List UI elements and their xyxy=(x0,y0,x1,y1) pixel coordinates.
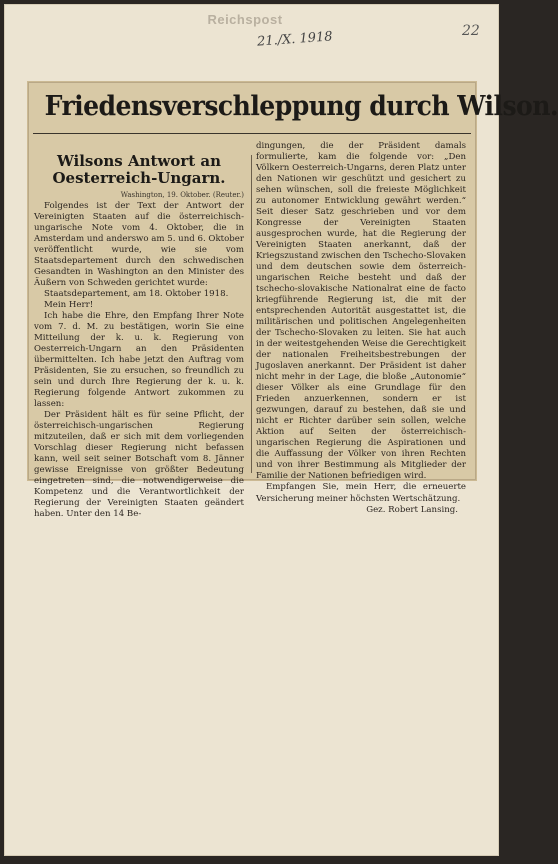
subheadline-line-2: Oesterreich-Ungarn. xyxy=(52,169,226,187)
right-paragraph: dingungen, die der Präsident damals formulierte, kam die folgende vor: „Den Völkern Oesterreich-Ungarns, deren Platz unter den Nationen wir geschützt und gesichert zu sehen wünschen, soll die freieste Möglichkeit zu autonomer Entwicklung gewährt werden.“ Seit dieser Satz geschrieben und vor dem Kongresse der Vereinigten Staaten ausgesprochen wurde, hat die Regierung der Vereinigten Staaten anerkannt, daß der Kriegszustand zwischen den Tschecho-Slovaken und dem deutschen sowie dem österreich-ungarischen Reiche besteht und daß der tschecho-slovakische Nationalrat eine de facto kriegführende Regierung ist, die mit der entsprechenden Autorität ausgestattet ist, die militärischen und politischen Angelegenheiten der Tschecho-Slovaken zu leiten. Sie hat auch in der weitestgehenden Weise die Gerechtigkeit der nationalen Freiheitsbestrebungen der Jugoslaven anerkannt. Der Präsident ist daher nicht mehr in der Lage, die bloße „Autonomie“ dieser Völker als eine Grundlage für den Frieden anzuerkennen, sondern er ist gezwungen, darauf zu bestehen, daß sie und nicht er Richter darüber sein sollen, welche Aktion auf Seiten der österreichisch-ungarischen Regierung die Aspirationen und die Auffassung der Völker von ihren Rechten und von ihrer Bestimmung als Mitglieder der Familie der Nationen befriedigen wird. xyxy=(256,141,466,482)
left-paragraph: Staatsdepartement, am 18. Oktober 1918. xyxy=(44,289,229,300)
handwritten-date: 21./X. 1918 xyxy=(256,29,334,50)
left-paragraph: Der Präsident hält es für seine Pflicht, der österreichisch-ungarischen Regierung mitzuteilen, daß er sich mit dem vorliegenden Vorschlag dieser Regierung nicht befassen kann, weil seit seiner Botschaft vom 8. Jänner gewisse Ereignisse von größter Bedeutung eingetreten sind, die notwendigerweise die Kompetenz und die Verantwortlichkeit der Regierung der Vereinigten Staaten geändert haben. Unter den 14 Be- xyxy=(34,410,244,520)
signature: Gez. Robert Lansing. xyxy=(366,504,458,515)
left-column xyxy=(34,201,244,520)
dateline: Washington, 19. Oktober. (Reuter.) xyxy=(120,191,244,199)
newspaper-clipping xyxy=(28,82,558,520)
column-divider xyxy=(251,155,252,473)
right-column xyxy=(256,141,466,516)
right-paragraph: Empfangen Sie, mein Herr, die erneuerte Versicherung meiner höchsten Wertschätzung. xyxy=(256,482,466,504)
handwritten-page-number: 22 xyxy=(462,23,480,39)
left-paragraph: Ich habe die Ehre, den Empfang Ihrer Note vom 7. d. M. zu bestätigen, worin Sie eine Mitteilung der k. u. k. Regierung von Oesterreich-Ungarn an den Präsidenten übermittelten. Ich habe jetzt den Auftrag vom Präsidenten, Sie zu ersuchen, so freundlich zu sein und durch Ihre Regierung der k. u. k. Regierung folgende Antwort zukommen zu lassen: xyxy=(34,311,244,410)
headline: Friedensverschleppung durch Wilson. xyxy=(44,91,558,122)
headline-rule xyxy=(33,133,471,134)
archive-stamp: Reichspost xyxy=(207,12,283,27)
subheadline xyxy=(34,153,244,187)
left-paragraph: Folgendes ist der Text der Antwort der Vereinigten Staaten auf die österreichisch-ungarische Note vom 4. Oktober, die in Amsterdam und anderswo am 5. und 6. Oktober veröffentlicht wurde, wie sie vom Staatsdepartement durch den schwedischen Gesandten in Washington an den Minister des Äußern von Schweden gerichtet wurde: xyxy=(34,201,244,289)
left-paragraph: Mein Herr! xyxy=(44,300,94,311)
subheadline-line-1: Wilsons Antwort an xyxy=(56,152,222,170)
